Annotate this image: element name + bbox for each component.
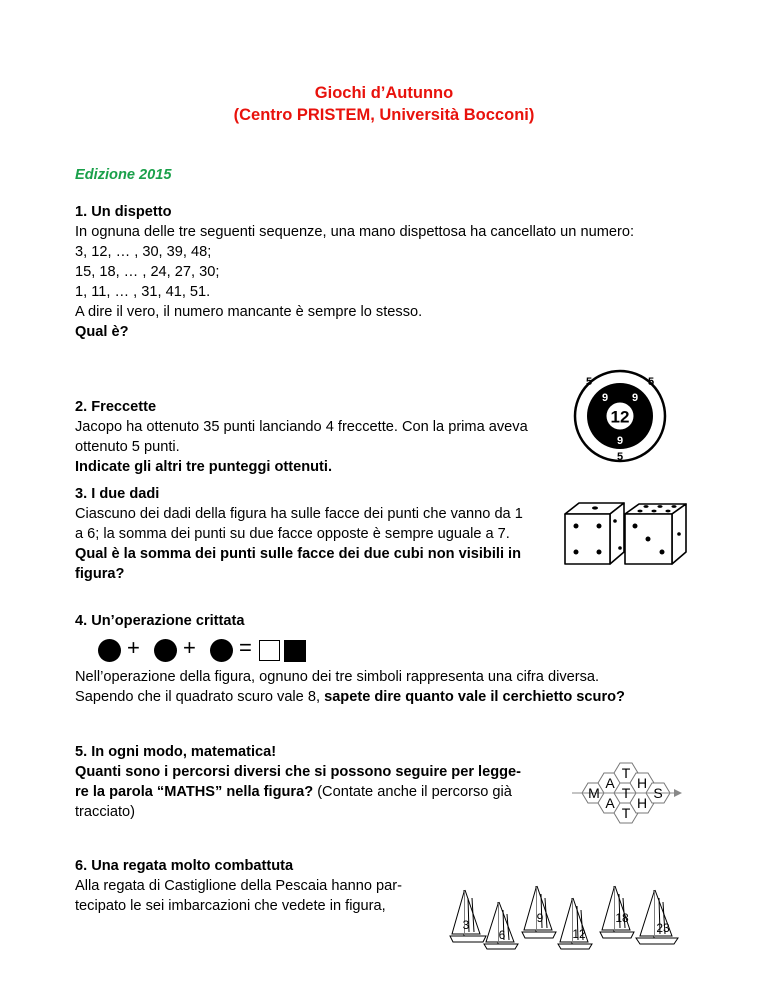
target-inner-label: 9 <box>616 435 624 447</box>
boat-number: 3 <box>462 918 470 932</box>
problem-5-note-2: tracciato) <box>75 804 136 820</box>
target-center-label: 12 <box>610 407 630 427</box>
problem-3 <box>75 484 523 584</box>
target-inner-label: 9 <box>601 392 609 404</box>
boat-number: 6 <box>498 928 506 942</box>
dark-circle-symbol <box>154 639 177 662</box>
maths-hex-figure <box>570 758 696 828</box>
problem-1-heading: 1. Un dispetto <box>75 204 172 220</box>
problem-3-question: Qual è la somma dei punti sulle facce dei due cubi non visibili in <box>75 546 522 562</box>
problem-6-text-2: tecipato le sei imbarcazioni che vedete in figura, <box>75 898 386 914</box>
hex-letter-h: H <box>636 795 648 811</box>
dark-circle-symbol <box>210 639 233 662</box>
problem-4-heading: 4. Un’operazione crittata <box>75 613 245 629</box>
light-square-symbol <box>259 640 280 661</box>
sequence-3: 1, 11, … , 31, 41, 51. <box>75 284 211 300</box>
problem-4-text: Nell’operazione della figura, ognuno dei tre simboli rappresenta una cifra diversa. <box>75 669 600 685</box>
problem-5 <box>75 742 549 822</box>
page-subtitle: (Centro PRISTEM, Università Bocconi) <box>233 106 535 124</box>
dice-figure <box>562 498 690 578</box>
equals-sign: = <box>239 635 252 660</box>
problem-3-text: Ciascuno dei dadi della figura ha sulle facce dei punti che vanno da 1 <box>75 506 523 522</box>
hex-letter-h: H <box>636 775 648 791</box>
problem-3-text-2: a 6; la somma dei punti su due facce opposte è sempre uguale a 7. <box>75 526 510 542</box>
arrow-head-icon <box>674 789 682 797</box>
hex-letter-t: T <box>621 785 631 801</box>
boat-number: 23 <box>656 921 670 935</box>
problem-2-text-2: ottenuto 5 punti. <box>75 439 180 455</box>
sequence-2: 15, 18, … , 24, 27, 30; <box>75 264 220 280</box>
problem-2 <box>75 397 528 477</box>
problem-1-text: In ognuna delle tre seguenti sequenze, una mano dispettosa ha cancellato un numero: <box>75 224 635 240</box>
hex-letter-t: T <box>621 805 631 821</box>
problem-1-text-2: A dire il vero, il numero mancante è sempre lo stesso. <box>75 304 423 320</box>
problem-4-body <box>75 667 625 707</box>
plus-sign: + <box>183 635 196 660</box>
dark-square-symbol <box>284 640 306 662</box>
edition-label: Edizione 2015 <box>75 167 172 183</box>
crypt-operation <box>98 635 318 664</box>
problem-5-note: (Contate anche il percorso già <box>313 784 512 800</box>
dark-circle-symbol <box>98 639 121 662</box>
problem-1-question: Qual è? <box>75 324 129 340</box>
problem-5-question: Quanti sono i percorsi diversi che si possono seguire per legge- <box>75 764 522 780</box>
boat-number: 9 <box>536 911 544 925</box>
problem-6 <box>75 856 437 916</box>
problem-5-question-2: re la parola “MATHS” nella figura? <box>75 784 314 800</box>
plus-sign: + <box>127 635 140 660</box>
target-outer-label: 5 <box>647 376 655 388</box>
hex-letter-t: T <box>621 765 631 781</box>
boat-number: 18 <box>615 911 629 925</box>
hex-letter-a: A <box>605 795 615 811</box>
sequence-1: 3, 12, … , 30, 39, 48; <box>75 244 212 260</box>
problem-4-question: sapete dire quanto vale il cerchietto scuro? <box>324 689 625 705</box>
problem-2-question: Indicate gli altri tre punteggi ottenuti. <box>75 459 333 475</box>
regatta-figure <box>446 884 696 950</box>
problem-3-heading: 3. I due dadi <box>75 486 160 502</box>
target-inner-label: 9 <box>631 392 639 404</box>
problem-4-text-2: Sapendo che il quadrato scuro vale 8, <box>75 689 325 705</box>
problem-3-question-2: figura? <box>75 566 125 582</box>
dart-target <box>572 368 668 464</box>
boat-number: 12 <box>572 927 586 941</box>
problem-2-text: Jacopo ha ottenuto 35 punti lanciando 4 freccette. Con la prima aveva <box>75 419 528 435</box>
hex-letter-a: A <box>605 775 615 791</box>
problem-6-heading: 6. Una regata molto combattuta <box>75 858 294 874</box>
page-title: Giochi d’Autunno <box>314 84 454 102</box>
target-outer-label: 5 <box>585 376 593 388</box>
hex-letter-m: M <box>588 785 600 801</box>
hex-letter-s: S <box>653 785 663 801</box>
problem-2-heading: 2. Freccette <box>75 399 157 415</box>
problem-5-heading: 5. In ogni modo, matematica! <box>75 744 277 760</box>
problem-1 <box>75 202 634 342</box>
target-outer-label: 5 <box>616 451 624 463</box>
problem-6-text: Alla regata di Castiglione della Pescaia hanno par- <box>75 878 402 894</box>
